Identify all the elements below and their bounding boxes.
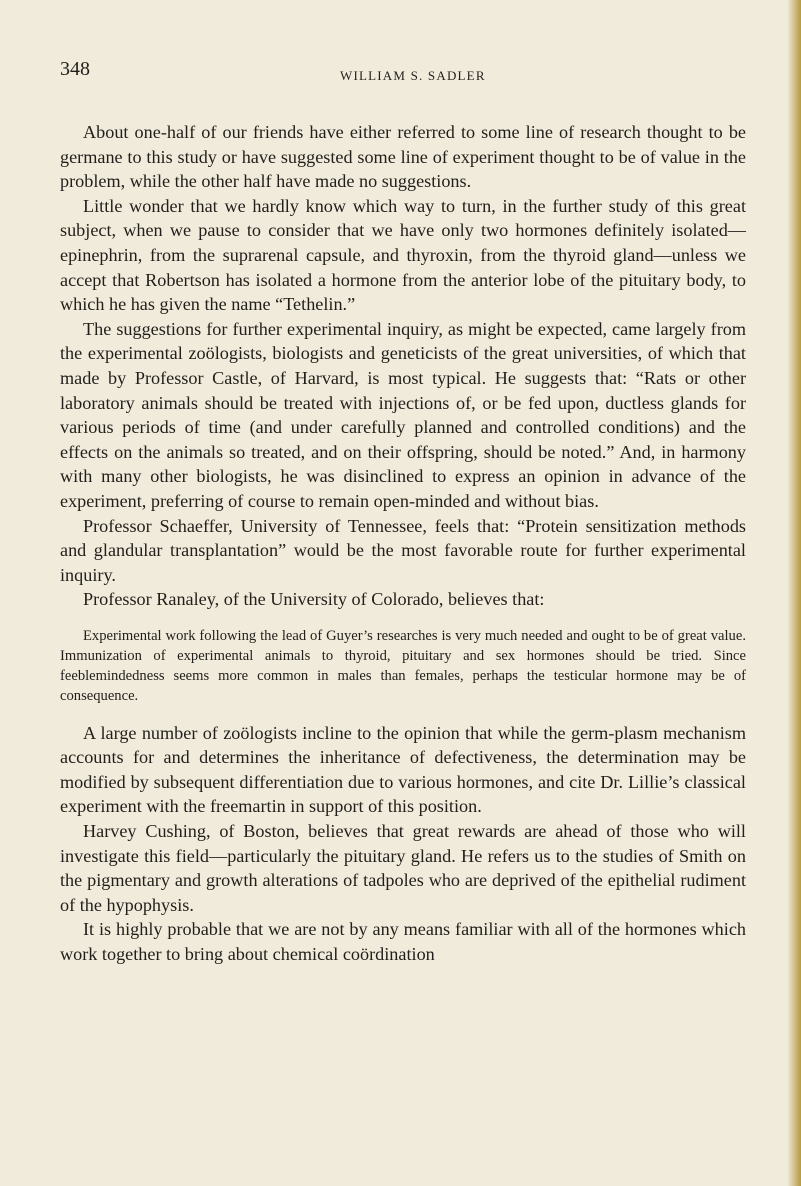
page-number: 348 <box>60 58 90 80</box>
paragraph-zoologists: A large number of zoölogists incline to the opinion that while the germ-plasm mechanism accounts for and determines the inheritance of defectiveness, the determination may be modified by subsequent differentiation due to various hormones, and cite Dr. Lillie’s classical experiment with the freemartin in support of this position. <box>60 722 746 817</box>
paragraph-hormones: Little wonder that we hardly know which way to turn, in the further study of this great subject, when we pause to consider that we have only two hormones definitely isolated—epinephrin, from the suprarenal capsule, and thyroxin, from the thyroid gland—unless we accept that Robertson has isolated a hormone from the anterior lobe of the pituitary body, to which he has given the name “Tethelin.” <box>60 195 746 315</box>
paragraph-ranaley: Professor Ranaley, of the University of Colorado, believes that: <box>83 589 545 610</box>
paragraph-suggestions: The suggestions for further experimental inquiry, as might be expected, came largely from the experimental zoölogists, biologists and geneticists of the great universities, of which that made by Professor Castle, of Harvard, is most typical. He suggests that: “Rats or other laboratory animals should be treated with injections of, or be fed upon, ductless glands for various periods of time (and under carefully planned and controlled conditions) and the effects on the animals so treated, and on their offspring, should be noted.” And, in harmony with many other biologists, he was disinclined to express an opinion in advance of the experiment, preferring of course to remain open-minded and without bias. <box>60 318 746 511</box>
block-quote-text: Experimental work following the lead of Guyer’s researches is very much needed and ought to be of great value. Immunization of experimental animals to thyroid, pituitary and sex hormones should be tried. Since feeblemindedness seems more common in males than females, perhaps the testicular hormone may be of consequence. <box>60 627 746 705</box>
paragraph-schaeffer: Professor Schaeffer, University of Tennessee, feels that: “Protein sensitization methods and glandular transplantation” would be the most favorable route for further experimental inquiry. <box>60 515 746 585</box>
page-edge-shadow <box>787 0 801 1186</box>
paragraph-intro: About one-half of our friends have either referred to some line of research thought to be germane to this study or have suggested some line of experiment thought to be of value in the problem, while the other half have made no suggestions. <box>60 122 746 192</box>
block-quote <box>60 626 746 707</box>
paragraph-cushing: Harvey Cushing, of Boston, believes that great rewards are ahead of those who will investigate this field—particularly the pituitary gland. He refers us to the studies of Smith on the pigmentary and growth alterations of tadpoles who are deprived of the epithelial rudiment of the hypophysis. <box>60 821 746 915</box>
paragraph-conclusion: It is highly probable that we are not by any means familiar with all of the hormones which work together to bring about chemical coördination <box>60 919 746 965</box>
running-head <box>60 58 746 94</box>
body-text <box>60 120 746 967</box>
book-page <box>60 58 746 967</box>
running-head-author: WILLIAM S. SADLER <box>340 68 486 83</box>
